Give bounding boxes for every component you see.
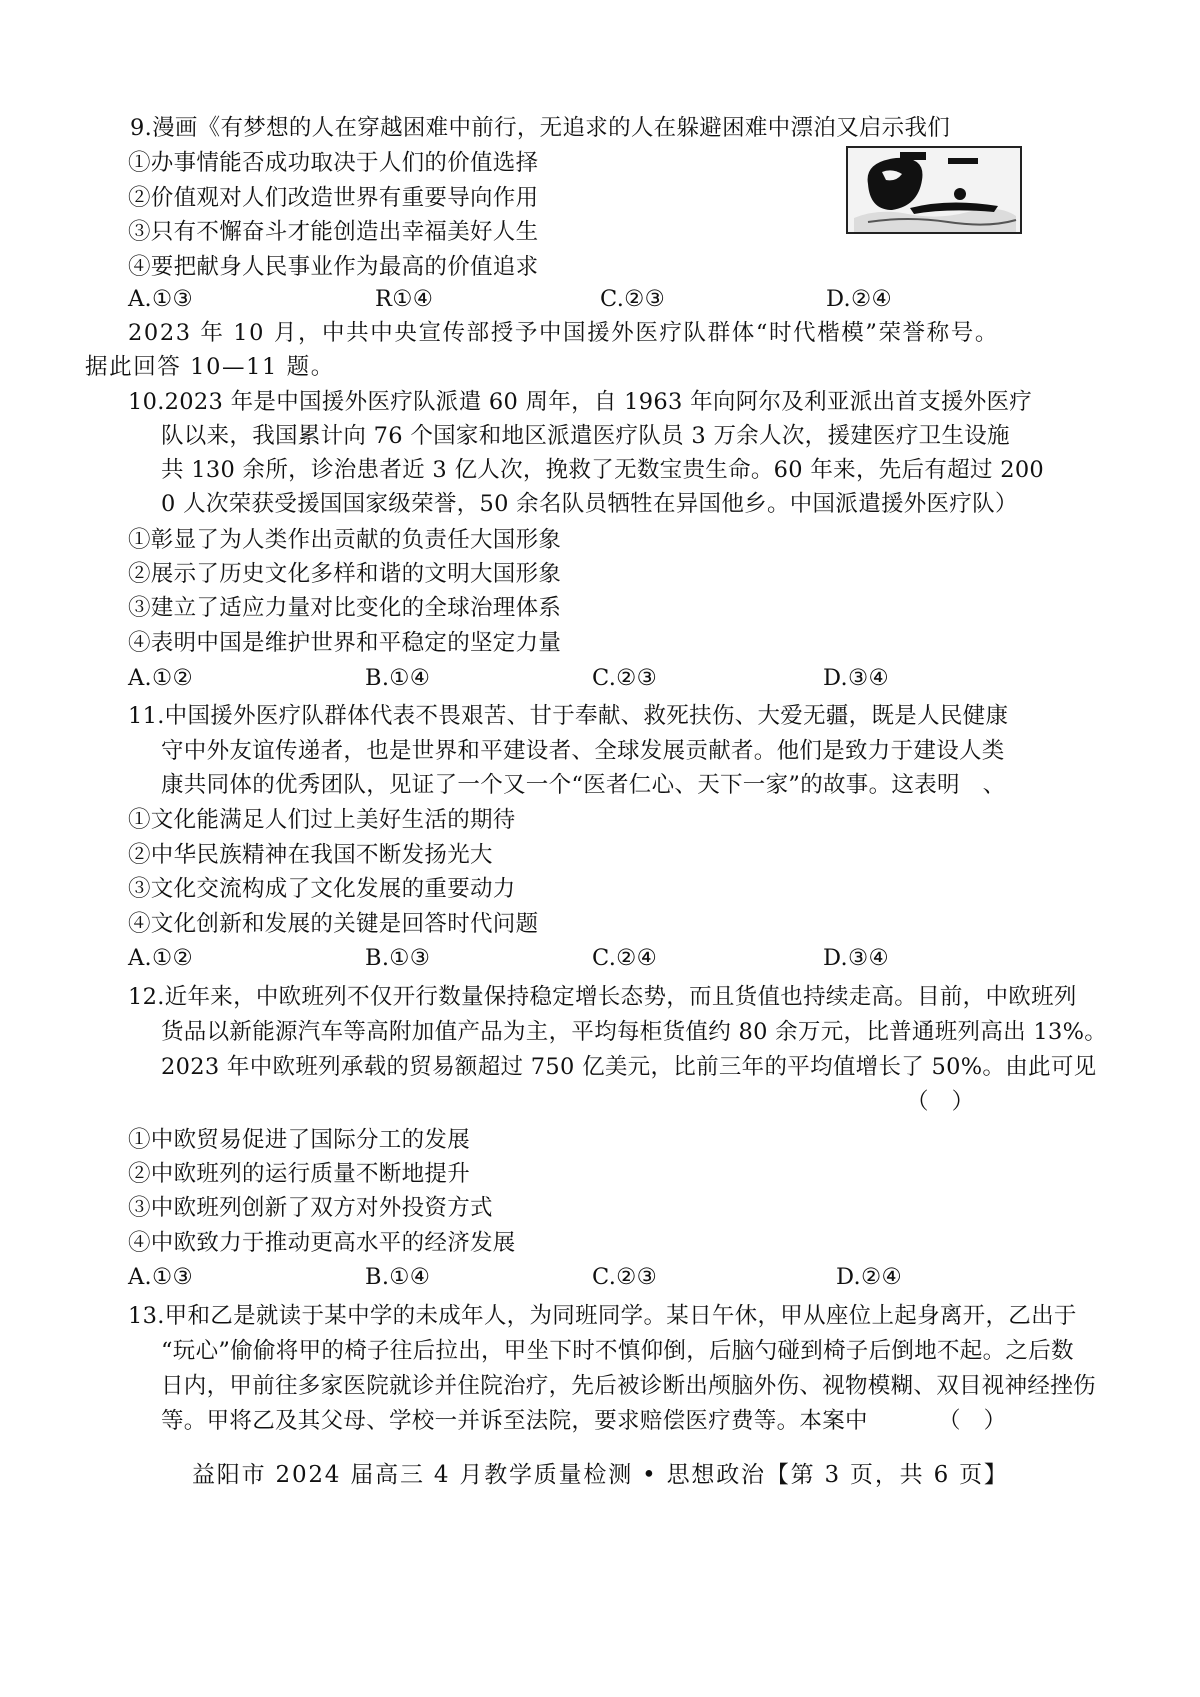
q9-options (0, 284, 1200, 314)
q9-item-2: ②价值观对人们改造世界有重要导向作用 (128, 185, 539, 211)
q9-item-3: ③只有不懈奋斗才能创造出幸福美好人生 (128, 219, 539, 245)
q11-stem-3: 康共同体的优秀团队，见证了一个又一个“医者仁心、天下一家”的故事。这表明 、 (161, 772, 1006, 798)
intro-line-2: 据此回答 10—11 题。 (85, 354, 335, 380)
q12-item-4: ④中欧致力于推动更高水平的经济发展 (128, 1230, 516, 1256)
q9-stem: 9.漫画《有梦想的人在穿越困难中前行，无追求的人在躲避困难中漂泊又启示我们 (130, 115, 951, 141)
q9-option-d: D.②④ (826, 286, 892, 312)
cartoon-drawing (848, 148, 1020, 232)
q12-option-b: B.①④ (365, 1264, 431, 1290)
page-footer: 益阳市 2024 届高三 4 月教学质量检测 • 思想政治【第 3 页，共 6 页】 (192, 1462, 1009, 1488)
q11-option-a: A.①② (128, 945, 193, 971)
q9-option-c: C.②③ (600, 286, 666, 312)
q11-stem-2: 守中外友谊传递者，也是世界和平建设者、全球发展贡献者。他们是致力于建设人类 (161, 738, 1005, 764)
q10-option-b: B.①④ (365, 665, 431, 691)
q12-option-d: D.②④ (836, 1264, 902, 1290)
q10-stem-2: 队以来，我国累计向 76 个国家和地区派遣医疗队员 3 万余人次，援建医疗卫生设施 (161, 423, 1010, 449)
q11-stem-1: 11.中国援外医疗队群体代表不畏艰苦、甘于奉献、救死扶伤、大爱无疆，既是人民健康 (128, 703, 1009, 729)
q11-item-1: ①文化能满足人们过上美好生活的期待 (128, 807, 516, 833)
q12-item-3: ③中欧班列创新了双方对外投资方式 (128, 1195, 493, 1221)
q11-item-3: ③文化交流构成了文化发展的重要动力 (128, 876, 516, 902)
q10-item-1: ①彰显了为人类作出贡献的负责任大国形象 (128, 527, 562, 553)
q9-option-a: A.①③ (128, 286, 193, 312)
q12-answer-paren: （ ） (906, 1089, 975, 1115)
q13-stem-4: 等。甲将乙及其父母、学校一并诉至法院，要求赔偿医疗费等。本案中 (161, 1408, 868, 1434)
q12-item-2: ②中欧班列的运行质量不断地提升 (128, 1161, 471, 1187)
q13-stem-2: “玩心”偷偷将甲的椅子往后拉出，甲坐下时不慎仰倒，后脑勺碰到椅子后倒地不起。之后数 (161, 1338, 1074, 1364)
q9-option-b: R①④ (375, 286, 434, 312)
q11-option-d: D.③④ (823, 945, 889, 971)
q12-option-a: A.①③ (128, 1264, 193, 1290)
q12-item-1: ①中欧贸易促进了国际分工的发展 (128, 1127, 471, 1153)
q10-option-d: D.③④ (823, 665, 889, 691)
q10-option-a: A.①② (128, 665, 193, 691)
q10-stem-3: 共 130 余所，诊治患者近 3 亿人次，挽救了无数宝贵生命。60 年来，先后有超过 200 (161, 457, 1045, 483)
q11-options (0, 943, 1200, 973)
q11-item-2: ②中华民族精神在我国不断发扬光大 (128, 842, 493, 868)
q12-stem-3: 2023 年中欧班列承载的贸易额超过 750 亿美元，比前三年的平均值增长了 50%。由此可见 (161, 1054, 1097, 1080)
q10-item-3: ③建立了适应力量对比变化的全球治理体系 (128, 595, 562, 621)
q13-stem-3: 日内，甲前往多家医院就诊并住院治疗，先后被诊断出颅脑外伤、视物模糊、双目视神经挫伤 (161, 1373, 1096, 1399)
q9-item-1: ①办事情能否成功取决于人们的价值选择 (128, 150, 539, 176)
q13-answer-paren: （ ） (938, 1408, 1007, 1434)
q10-option-c: C.②③ (592, 665, 658, 691)
q11-option-b: B.①③ (365, 945, 431, 971)
q12-stem-1: 12.近年来，中欧班列不仅开行数量保持稳定增长态势，而且货值也持续走高。目前，中欧班列 (128, 984, 1077, 1010)
q13-stem-1: 13.甲和乙是就读于某中学的未成年人，为同班同学。某日午休，甲从座位上起身离开，乙出于 (128, 1303, 1077, 1329)
q11-item-4: ④文化创新和发展的关键是回答时代问题 (128, 911, 539, 937)
q12-options (0, 1262, 1200, 1292)
q10-item-4: ④表明中国是维护世界和平稳定的坚定力量 (128, 630, 562, 656)
q12-stem-2: 货品以新能源汽车等高附加值产品为主，平均每柜货值约 80 余万元，比普通班列高出 13%。 (161, 1019, 1108, 1045)
q9-item-4: ④要把献身人民事业作为最高的价值追求 (128, 254, 539, 280)
q10-item-2: ②展示了历史文化多样和谐的文明大国形象 (128, 561, 562, 587)
intro-line-1: 2023 年 10 月，中共中央宣传部授予中国援外医疗队群体“时代楷模”荣誉称号。 (128, 320, 999, 346)
q12-option-c: C.②③ (592, 1264, 658, 1290)
q11-option-c: C.②④ (592, 945, 658, 971)
cartoon-image (846, 146, 1022, 234)
q10-stem-1: 10.2023 年是中国援外医疗队派遣 60 周年，自 1963 年向阿尔及利亚派出首支援外医疗 (128, 389, 1033, 415)
q10-stem-4: 0 人次荣获受援国国家级荣誉，50 余名队员牺牲在异国他乡。中国派遣援外医疗队） (161, 491, 1018, 517)
q10-options (0, 663, 1200, 693)
